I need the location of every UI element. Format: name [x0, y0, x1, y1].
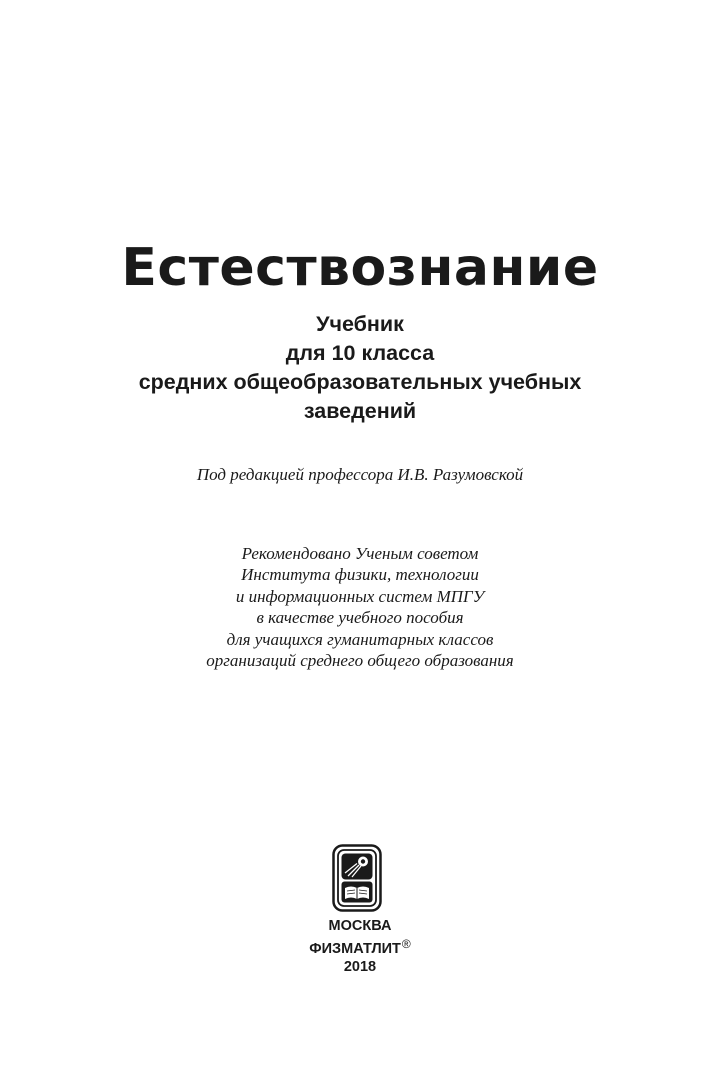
subtitle-line: Учебник: [316, 312, 404, 336]
recommendation-line: Института физики, технологии: [241, 565, 479, 585]
subtitle-line: средних общеобразовательных учебных: [138, 370, 582, 394]
editor-credit: Под редакцией профессора И.В. Разумовской: [196, 465, 524, 484]
publication-year: 2018: [343, 959, 377, 975]
book-subtitle: [0, 310, 720, 426]
recommendation-note: [0, 543, 720, 671]
recommendation-line: и информационных систем МПГУ: [235, 586, 485, 606]
publisher-city: МОСКВА: [328, 918, 392, 934]
publisher-imprint: [0, 917, 720, 976]
recommendation-line: в качестве учебного пособия: [256, 608, 464, 628]
registered-mark: ®: [401, 937, 411, 951]
publisher-name-line: [0, 935, 720, 958]
recommendation-line: организаций среднего общего образования: [206, 651, 514, 671]
subtitle-line: заведений: [303, 399, 417, 423]
recommendation-line: Рекомендовано Ученым советом: [241, 544, 479, 563]
publisher-name: ФИЗМАТЛИТ: [309, 941, 401, 957]
subtitle-line: для 10 класса: [285, 341, 435, 365]
publisher-emblem-icon: [332, 844, 382, 912]
recommendation-line: для учащихся гуманитарных классов: [226, 629, 494, 649]
book-title: Естествознание: [121, 238, 599, 298]
